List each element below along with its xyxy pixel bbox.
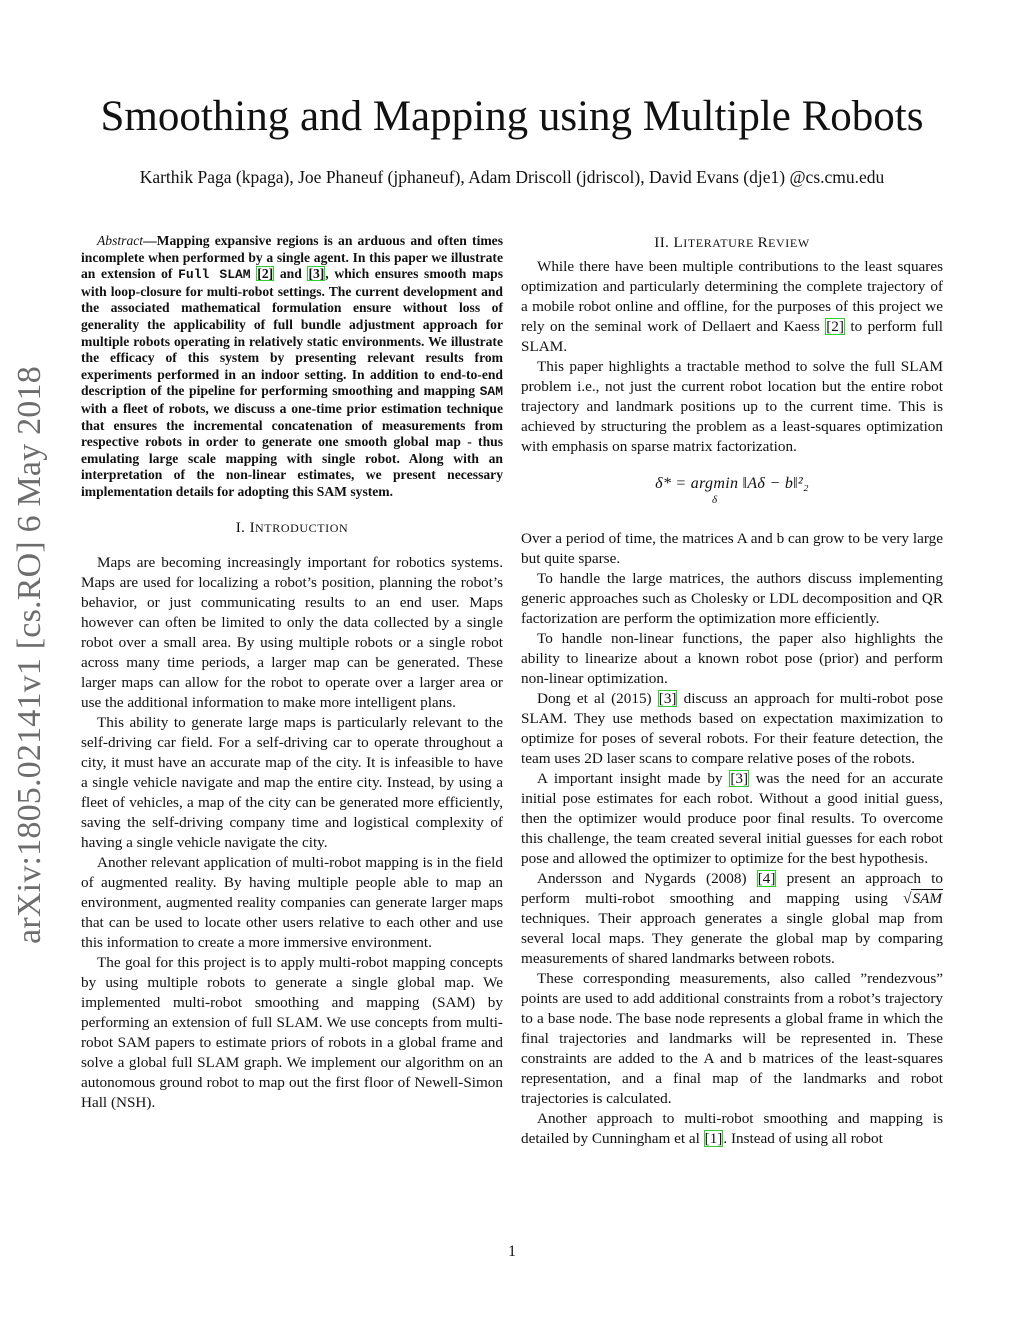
paper-title: Smoothing and Mapping using Multiple Robots xyxy=(100,93,924,140)
heading-text: ITERATURE xyxy=(683,236,758,250)
citation-link[interactable]: [4] xyxy=(757,870,776,887)
paragraph-text: A important insight made by xyxy=(537,770,730,787)
paragraph: The goal for this project is to apply multi-robot mapping concepts by using multiple robots to generate a single global map. We implemented multi-robot smoothing and mapping (SAM) by performing an extension of full SLAM. We use concepts from multi-robot SAM papers to estimate priors of robots in a global frame and solve a global full SLAM graph. We implement our algorithm on an autonomous ground robot to map out the first floor of Newell-Simon Hall (NSH). xyxy=(81,953,503,1111)
heading-text: EVIEW xyxy=(768,236,810,250)
paragraph: This paper highlights a tractable method to solve the full SLAM problem i.e., not just the current robot location but the entire robot trajectory and landmark positions up to the current time. This is achieved by structuring the problem as a least-squares optimization with emphasis on sparse matrix factorization. xyxy=(521,358,943,455)
paragraph-text: present an approach to perform multi-robot smoothing and mapping using xyxy=(521,870,943,907)
abstract-text: , which ensures smooth maps with loop-closure for multi-robot settings. The current development and the associated mathematical formulation ensure without loss of generality the applicability of full bundle adjustment approach for multiple robots operating in relatively static environments. We illustrate the efficacy of this system by presenting relevant results from experiments performed in an indoor setting. In addition to end-to-end description of the pipeline for performing smoothing and mapping xyxy=(81,266,503,399)
citation-link[interactable]: [1] xyxy=(704,1130,723,1147)
paragraph-text: Another approach to multi-robot smoothing and mapping is detailed by Cunningham et al xyxy=(521,1110,943,1147)
abstract-text: and xyxy=(274,266,308,282)
citation-link[interactable]: [2] xyxy=(257,266,274,282)
arxiv-identifier: arXiv:1805.02141v1 [cs.RO] 6 May 2018 xyxy=(11,366,48,944)
heading-text: R xyxy=(757,234,769,251)
paragraph: Maps are becoming increasingly important for robotics systems. Maps are used for localizing a robot’s position, planning the robot’s behavior, or just communicating results to an end user. Maps however can often be limited to only the data collected by a single robot over a small area. By using multiple robots or a single robot across many time periods, a larger map can be generated. These larger maps can allow for the robot to operate over a larger area or use the additional information to make more intelligent plans. xyxy=(81,553,503,711)
heading-text: L xyxy=(673,234,684,251)
paragraph-text: techniques. Their approach generates a single global map from several local maps. They generate the global map by comparing measurements of shared landmarks between robots. xyxy=(521,910,943,967)
arxiv-sidebar xyxy=(10,350,50,960)
paragraph: This ability to generate large maps is particularly relevant to the self-driving car field. For a self-driving car to operate throughout a city, it must have an accurate map of the city. It is infeasible to have a single vehicle navigate and map the entire city. Instead, by using a fleet of vehicles, a map of the city can be generated more efficiently, saving the self-driving company time and logistical complexity of having a single vehicle navigate the city. xyxy=(81,713,503,851)
code-full-slam: Full SLAM xyxy=(178,267,251,283)
code-sam: SAM xyxy=(479,384,503,400)
paragraph xyxy=(521,869,943,969)
paragraph-text: discuss an approach for multi-robot pose SLAM. They use methods based on expectation maximization to optimize for poses of several robots. For their feature detection, the team uses 2D laser scans to compare relative poses of the robots. xyxy=(521,690,943,767)
paragraph: To handle non-linear functions, the paper also highlights the ability to linearize about a known robot pose (prior) and perform non-linear optimization. xyxy=(521,630,943,687)
sqrt-sam xyxy=(903,889,943,907)
heading-text: NTRODUCTION xyxy=(255,520,349,535)
paragraph: To handle the large matrices, the authors discuss implementing generic approaches such as Cholesky or LDL decomposition and QR factorization are perform the optimization more efficiently. xyxy=(521,570,943,627)
citation-link[interactable]: [3] xyxy=(308,266,325,282)
paragraph-text: was the need for an accurate initial pose estimates for each robot. Without a good initial guess, then the optimizer would produce poor final results. To overcome this challenge, the team created several initial guesses for each robot pose and allowed the optimizer to optimize for the best hypothesis. xyxy=(521,770,943,867)
heading-number: I. xyxy=(235,518,250,536)
equation-subscript: δ xyxy=(712,494,718,506)
heading-text: I xyxy=(249,518,256,536)
abstract-text: with a fleet of robots, we discuss a one-time prior estimation technique that ensures the incremental concatenation of measurements from respective robots in order to generate one smooth global map - thus emulating large scale mapping with single robot. Along with an interpretation of the non-linear estimates, we present necessary implementation details for adopting this SAM system. xyxy=(81,400,503,499)
paragraph xyxy=(521,257,943,357)
sqrt-symbol: √ xyxy=(903,890,912,907)
abstract-label: Abstract xyxy=(97,233,144,248)
paragraph: Over a period of time, the matrices A and b can grow to be very large but quite sparse. xyxy=(521,530,943,567)
paragraph-text: Dong et al (2015) xyxy=(537,690,658,707)
paragraph-text: . Instead of using all robot xyxy=(723,1130,883,1147)
abstract-text: —Mapping expansive regions is an arduous and often times incomplete when performed by a single agent. In this paper we illustrate an extension of xyxy=(81,233,503,282)
sqrt-radicand: SAM xyxy=(912,890,942,907)
paragraph xyxy=(521,689,943,769)
heading-number: II. xyxy=(654,234,674,251)
right-column xyxy=(521,233,943,1149)
citation-link[interactable]: [2] xyxy=(826,318,844,335)
paragraph xyxy=(521,769,943,869)
section-heading-introduction xyxy=(81,518,503,538)
paragraph: These corresponding measurements, also called ”rendezvous” points are used to add additional constraints from a robot’s trajectory to a base node. The base node represents a global frame in which the final trajectories and landmarks will be represented in. These constraints are added to the A and b matrices of the least-squares representation, and a final map of the landmarks and robot trajectories is calculated. xyxy=(521,970,943,1107)
equation-body: δ* = argmin ‖Aδ − b‖²₂ xyxy=(655,475,809,492)
abstract xyxy=(81,233,503,501)
paragraph xyxy=(521,1109,943,1149)
paragraph: Another relevant application of multi-robot mapping is in the field of augmented reality. By having multiple people able to map an environment, augmented reality companies can generate larger maps that can be used to locate other users relative to each other and use this information to create a more immersive environment. xyxy=(81,853,503,951)
left-column xyxy=(81,233,503,1113)
section-heading-literature-review xyxy=(521,233,943,253)
citation-link[interactable]: [3] xyxy=(730,770,749,787)
paper-authors: Karthik Paga (kpaga), Joe Phaneuf (jphaneuf), Adam Driscoll (jdriscol), David Evans (dje1) @cs.cmu.edu xyxy=(139,167,885,187)
paragraph-text: While there have been multiple contributions to the least squares optimization and particularly determining the complete trajectory of a mobile robot online and offline, for the purposes of this project we rely on the seminal work of Dellaert and Kaess xyxy=(521,258,943,335)
paragraph-text: to perform full SLAM. xyxy=(521,318,943,355)
paragraph-text: Andersson and Nygards (2008) xyxy=(537,870,757,887)
page-number: 1 xyxy=(508,1243,516,1260)
equation xyxy=(521,475,943,517)
citation-link[interactable]: [3] xyxy=(658,690,677,707)
